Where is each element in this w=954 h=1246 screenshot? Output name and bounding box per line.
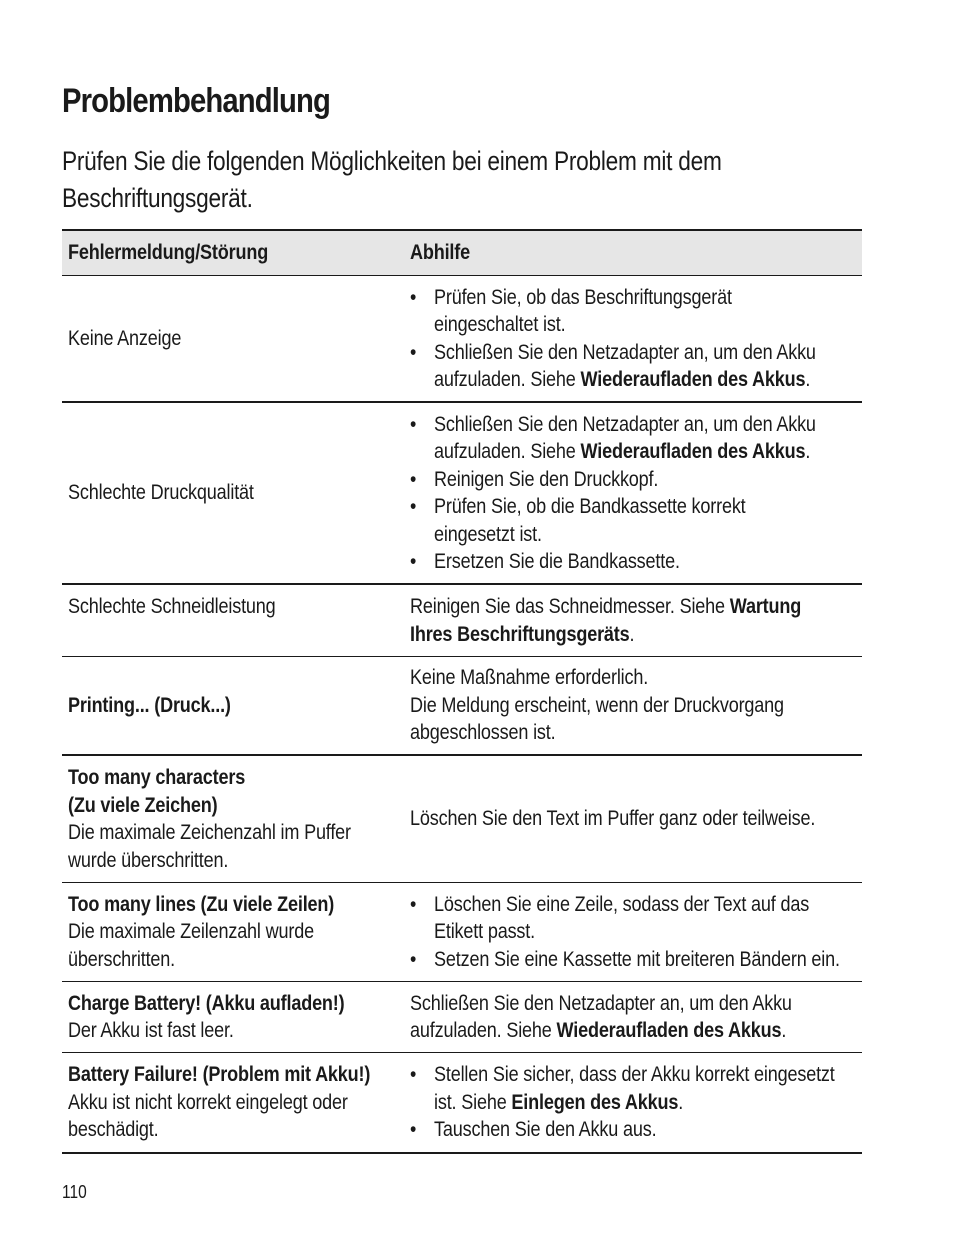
table-row: [62, 585, 862, 657]
page-title: Problembehandlung: [62, 82, 331, 120]
list-item: [410, 1061, 862, 1116]
table-row: [62, 1053, 862, 1154]
bullet-icon: •: [410, 892, 417, 916]
troubleshooting-table: [62, 229, 862, 1154]
solution-text: aufzuladen. Siehe Wiederaufladen des Akkus.: [410, 1019, 787, 1042]
page-number: 110: [62, 1182, 87, 1202]
bullet-icon: •: [410, 495, 417, 518]
solution-list: [410, 411, 862, 576]
error-message: Too many characters: [68, 766, 246, 789]
problem-cell: Schlechte Schneidleistung: [68, 595, 276, 618]
intro-text: [62, 143, 801, 217]
solution-text: Keine Maßnahme erforderlich.: [410, 666, 649, 690]
solution-text: Schließen Sie den Netzadapter an, um den Akku: [410, 991, 792, 1015]
solution-text: aufzuladen. Siehe Wiederaufladen des Akkus.: [434, 368, 811, 391]
bullet-icon: •: [410, 285, 417, 309]
solution-text: abgeschlossen ist.: [410, 721, 556, 745]
solution-text: Die Meldung erscheint, wenn der Druckvorgang: [410, 693, 784, 717]
error-description: Der Akku ist fast leer.: [68, 1019, 234, 1042]
error-description: Die maximale Zeilenzahl wurde: [68, 920, 314, 944]
solution-list: [410, 284, 862, 394]
bullet-icon: •: [410, 412, 417, 436]
list-item: [410, 411, 862, 466]
cross-reference: Wiederaufladen des Akkus: [580, 440, 806, 463]
solution-text: Prüfen Sie, ob die Bandkassette korrekt: [434, 495, 746, 518]
bullet-icon: •: [410, 467, 417, 491]
solution-text: aufzuladen. Siehe Wiederaufladen des Akkus.: [434, 440, 811, 463]
table-header-row: [62, 229, 862, 276]
table-row: [62, 982, 862, 1053]
error-description: wurde überschritten.: [68, 848, 229, 872]
cross-reference: Wiederaufladen des Akkus: [580, 368, 806, 391]
list-item: [410, 493, 862, 548]
list-item: [410, 466, 862, 494]
solution-text: Tauschen Sie den Akku aus.: [434, 1118, 657, 1142]
bullet-icon: •: [410, 1063, 417, 1087]
solution-text: Schließen Sie den Netzadapter an, um den Akku: [434, 340, 816, 364]
table-row: [62, 756, 862, 883]
intro-line: Prüfen Sie die folgenden Möglichkeiten bei einem Problem mit dem: [62, 146, 722, 176]
solution-list: [410, 1061, 862, 1144]
solution-text: Löschen Sie eine Zeile, sodass der Text auf das: [434, 892, 810, 916]
error-message: Battery Failure! (Problem mit Akku!): [68, 1063, 371, 1087]
solution-text: Reinigen Sie das Schneidmesser. Siehe Wartung: [410, 595, 802, 618]
solution-text: Ihres Beschriftungsgeräts.: [410, 622, 635, 646]
list-item: [410, 339, 862, 394]
cross-reference: Wartung: [729, 595, 802, 618]
bullet-icon: •: [410, 550, 417, 573]
error-description: Akku ist nicht korrekt eingelegt oder: [68, 1090, 348, 1114]
list-item: [410, 548, 862, 576]
column-header-solution: Abhilfe: [410, 241, 470, 265]
table-row: [62, 403, 862, 585]
bullet-icon: •: [410, 340, 417, 364]
error-message: (Zu viele Zeichen): [68, 793, 218, 817]
solution-list: [410, 891, 862, 974]
solution-text: Prüfen Sie, ob das Beschriftungsgerät: [434, 285, 732, 309]
list-item: [410, 946, 862, 974]
error-description: Die maximale Zeichenzahl im Puffer: [68, 821, 351, 844]
problem-cell: Schlechte Druckqualität: [68, 481, 254, 505]
cross-reference: Ihres Beschriftungsgeräts: [410, 622, 630, 646]
list-item: [410, 284, 862, 339]
table-row: [62, 276, 862, 403]
solution-text: Stellen Sie sicher, dass der Akku korrekt eingesetzt: [434, 1063, 835, 1087]
table-row: [62, 883, 862, 982]
cross-reference: Einlegen des Akkus: [511, 1090, 679, 1114]
error-description: beschädigt.: [68, 1118, 159, 1142]
cross-reference: Wiederaufladen des Akkus: [556, 1019, 782, 1042]
solution-text: Reinigen Sie den Druckkopf.: [434, 467, 659, 491]
solution-text: Etikett passt.: [434, 920, 535, 944]
solution-text: eingesetzt ist.: [434, 522, 542, 546]
error-message: Printing... (Druck...): [68, 693, 231, 717]
error-message: Charge Battery! (Akku aufladen!): [68, 991, 345, 1015]
bullet-icon: •: [410, 1118, 417, 1142]
solution-text: Ersetzen Sie die Bandkassette.: [434, 550, 680, 573]
solution-text: ist. Siehe Einlegen des Akkus.: [434, 1090, 684, 1114]
solution-text: eingeschaltet ist.: [434, 313, 566, 336]
bullet-icon: •: [410, 947, 417, 971]
intro-line: Beschriftungsgerät.: [62, 183, 253, 213]
error-message: Too many lines (Zu viele Zeilen): [68, 892, 335, 916]
list-item: [410, 1116, 862, 1144]
solution-text: Setzen Sie eine Kassette mit breiteren Bändern ein.: [434, 947, 840, 971]
column-header-problem: Fehlermeldung/Störung: [68, 241, 269, 265]
problem-cell: Keine Anzeige: [68, 326, 182, 350]
table-row: [62, 657, 862, 756]
error-description: überschritten.: [68, 947, 176, 971]
list-item: [410, 891, 862, 946]
solution-text: Schließen Sie den Netzadapter an, um den Akku: [434, 412, 816, 436]
solution-text: Löschen Sie den Text im Puffer ganz oder teilweise.: [410, 807, 816, 831]
